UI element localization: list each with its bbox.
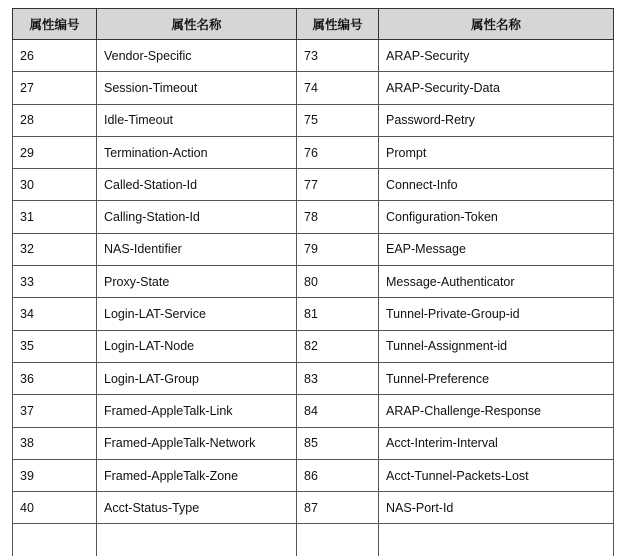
table-row (13, 104, 614, 136)
cell-attr-number-left: 30 (13, 169, 97, 201)
cell-attr-number-right: 74 (297, 72, 379, 104)
cell-attr-name-right: Tunnel-Assignment-id (379, 330, 614, 362)
cell-attr-number-right: 78 (297, 201, 379, 233)
cell-attr-number-right: 87 (297, 492, 379, 524)
cell-attr-name-left: Called-Station-Id (97, 169, 297, 201)
cell-attr-number-right: 75 (297, 104, 379, 136)
cell-attr-name-right: Prompt (379, 136, 614, 168)
header-attr-name-right: 属性名称 (379, 9, 614, 40)
cell-attr-number-right: 73 (297, 40, 379, 72)
table-row (13, 492, 614, 524)
cell-attr-number-left: 31 (13, 201, 97, 233)
cell-attr-number-right: 79 (297, 233, 379, 265)
cell-attr-number-left: 37 (13, 395, 97, 427)
cell-attr-number-right: 86 (297, 459, 379, 491)
cell-attr-name-right: EAP-Message (379, 233, 614, 265)
cell-attr-name-right: ARAP-Security-Data (379, 72, 614, 104)
cell-attr-name-left: Framed-AppleTalk-Network (97, 427, 297, 459)
cell-attr-name-left: Framed-AppleTalk-Link (97, 395, 297, 427)
cell-attr-number-right: 84 (297, 395, 379, 427)
cell-attr-name-right: Acct-Interim-Interval (379, 427, 614, 459)
cell-attr-number-left: 28 (13, 104, 97, 136)
cell-attr-name-left: NAS-Identifier (97, 233, 297, 265)
cell-attr-name-left: Termination-Action (97, 136, 297, 168)
cell-attr-name-right: Password-Retry (379, 104, 614, 136)
header-attr-name-left: 属性名称 (97, 9, 297, 40)
cell-attr-name-right: ARAP-Security (379, 40, 614, 72)
table-row (13, 201, 614, 233)
cell-attr-name-left: Framed-AppleTalk-Zone (97, 459, 297, 491)
cell-attr-number-left: 27 (13, 72, 97, 104)
header-attr-number-left: 属性编号 (13, 9, 97, 40)
table-row (13, 266, 614, 298)
cell-attr-name-right: Configuration-Token (379, 201, 614, 233)
table-row (13, 72, 614, 104)
cell-attr-name-left: Vendor-Specific (97, 40, 297, 72)
cell-attr-number-left: 40 (13, 492, 97, 524)
cell-attr-number-right: 76 (297, 136, 379, 168)
cell-attr-number-left: 34 (13, 298, 97, 330)
table-body (13, 40, 614, 556)
cell-attr-number-right: 83 (297, 362, 379, 394)
cell-attr-name-left: Session-Timeout (97, 72, 297, 104)
cell-attr-number-left: 33 (13, 266, 97, 298)
table-row (13, 395, 614, 427)
table-row (13, 233, 614, 265)
cell-attr-name-right: ARAP-Challenge-Response (379, 395, 614, 427)
cell-attr-number-left: 29 (13, 136, 97, 168)
cell-attr-number-right: 80 (297, 266, 379, 298)
cell-attr-name-left: Login-LAT-Service (97, 298, 297, 330)
cell-attr-number-right: 85 (297, 427, 379, 459)
cell-attr-name-left: Proxy-State (97, 266, 297, 298)
cell-attr-number-right: 77 (297, 169, 379, 201)
cell-attr-name-left: Idle-Timeout (97, 104, 297, 136)
header-attr-number-right: 属性编号 (297, 9, 379, 40)
cell-attr-name-left: Calling-Station-Id (97, 201, 297, 233)
cell-attr-number-left: 38 (13, 427, 97, 459)
cell-attr-name-left: Login-LAT-Group (97, 362, 297, 394)
table-row (13, 169, 614, 201)
table-row (13, 330, 614, 362)
cell-attr-name-right: Message-Authenticator (379, 266, 614, 298)
cell-attr-number-left: 35 (13, 330, 97, 362)
table-row (13, 459, 614, 491)
cell-attr-number-right: 81 (297, 298, 379, 330)
cell-attr-name-right: Acct-Tunnel-Packets-Lost (379, 459, 614, 491)
cell-attr-number-left: 26 (13, 40, 97, 72)
attribute-table (12, 8, 614, 556)
cell-attr-name-right: NAS-Port-Id (379, 492, 614, 524)
cell-attr-number-left: 36 (13, 362, 97, 394)
table-row (13, 362, 614, 394)
cell-attr-name-right: Tunnel-Private-Group-id (379, 298, 614, 330)
table-row (13, 40, 614, 72)
cell-attr-name-left: Acct-Status-Type (97, 492, 297, 524)
table-header-row (13, 9, 614, 40)
cell-attr-number-left: 32 (13, 233, 97, 265)
table-row (13, 427, 614, 459)
cell-attr-name-right: Tunnel-Preference (379, 362, 614, 394)
table-row (13, 298, 614, 330)
cell-attr-number-left: 39 (13, 459, 97, 491)
table-row (13, 136, 614, 168)
cell-attr-name-left: Login-LAT-Node (97, 330, 297, 362)
cell-attr-name-right: Connect-Info (379, 169, 614, 201)
cell-attr-number-right: 82 (297, 330, 379, 362)
